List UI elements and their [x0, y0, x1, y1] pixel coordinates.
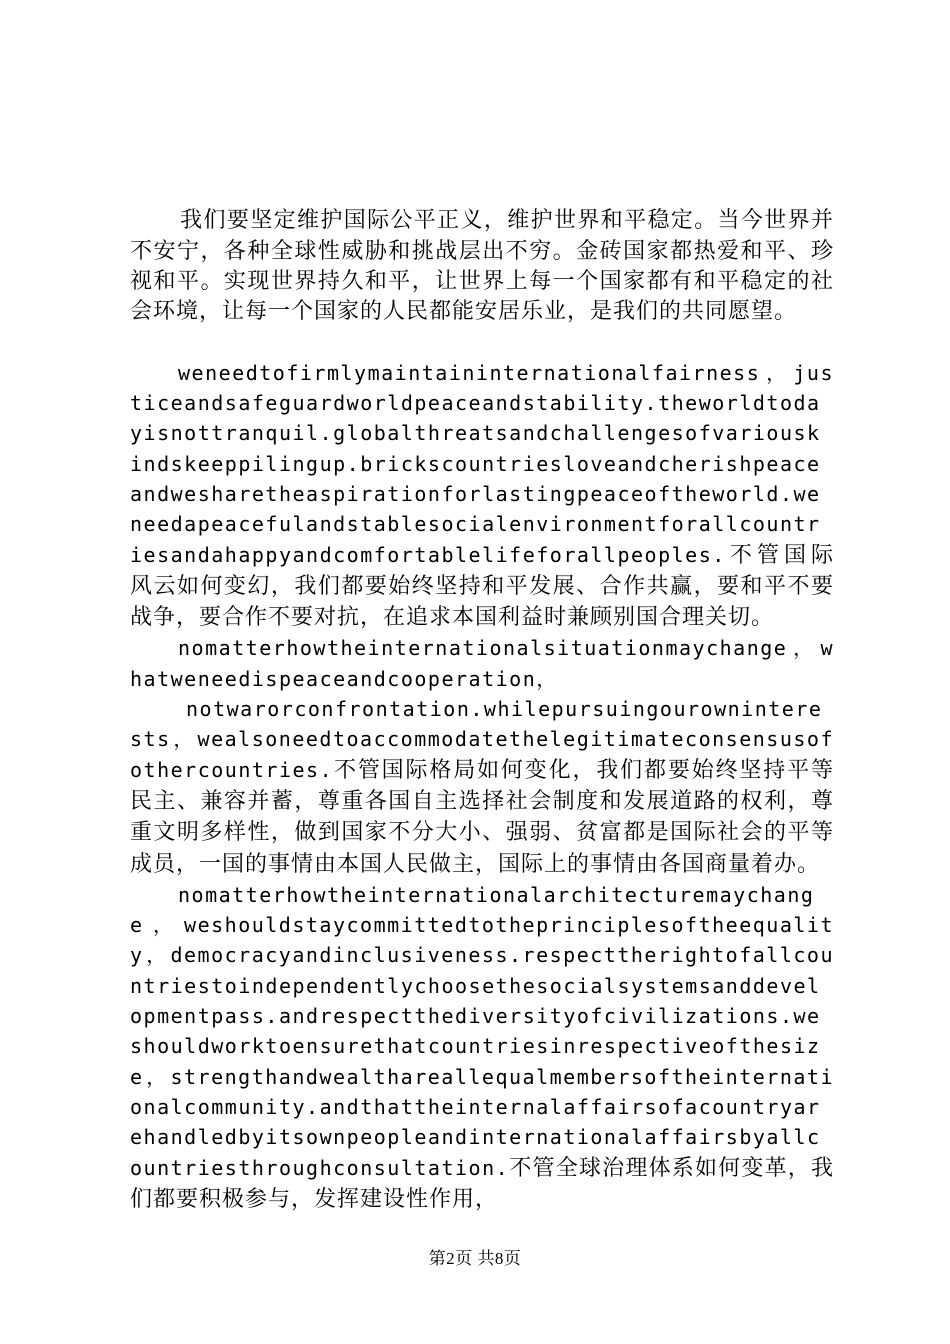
page-number-footer: 第2页 共8页	[428, 1249, 522, 1268]
paragraph-3	[130, 633, 834, 694]
paragraph-2-text-zh: 不管国际风云如何变幻，我们都要始终坚持和平发展、合作共赢，要和平不要战争，要合作不要对抗，在追求本国利益时兼顾别国合理关切。	[130, 542, 834, 631]
document-body	[130, 176, 834, 1215]
paragraph-5	[130, 880, 834, 1215]
paragraph-4-text-en: notwarorconfrontation.whilepursuingourowninterests，wealsoneedtoaccommodatethelegitimateconsensusofothercountries.	[130, 697, 834, 782]
paragraph-4	[130, 694, 834, 880]
paragraph-2-text-en: weneedtofirmlymaintaininternationalfairness，justiceandsafeguardworldpeaceandstability.theworldtodayisnottranquil.globalthreatsandchallengesofvariouskindskeeppilingup.brickscountriesloveandcherishpeaceandwesharetheaspirationforlastingpeaceoftheworld.weneedapeacefulandstablesocialenvironmentforallcountriesandahappyandcomfortablelifeforallpeoples.	[130, 360, 834, 567]
paragraph-1	[130, 176, 834, 358]
paragraph-1-text-zh: 我们要坚定维护国际公平正义，维护世界和平稳定。当今世界并不安宁，各种全球性威胁和挑战层出不穷。金砖国家都热爱和平、珍视和平。实现世界持久和平，让世界上每一个国家都有和平稳定的社会环境，让每一个国家的人民都能安居乐业，是我们的共同愿望。	[130, 208, 834, 325]
paragraph-5-text-zh: 不管全球治理体系如何变革，我们都要积极参与，发挥建设性作用，	[130, 1155, 834, 1212]
paragraph-2	[130, 358, 834, 634]
paragraph-4-text-zh: 不管国际格局如何变化，我们都要始终坚持平等民主、兼容并蓄，尊重各国自主选择社会制度和发展道路的权利，尊重文明多样性，做到国家不分大小、强弱、贫富都是国际社会的平等成员，一国的事情由本国人民做主，国际上的事情由各国商量着办。	[130, 757, 834, 877]
paragraph-5-text-en: nomatterhowtheinternationalarchitecturemaychange，weshouldstaycommittedtotheprinciplesoftheequality，democracyandinclusiveness.respecttherightofallcountriestoindependentlychoosethesocialsystemsanddevelopmentpass.andrespectthediversityofcivilizations.weshouldworktoensurethatcountriesinrespectiveofthesize，strengthandwealthareallequalmembersoftheinternationalcommunity.andthattheinternalaffairsofacountryarehandledbyitsownpeopleandinternationalaffairsbyallcountriesthroughconsultation.	[130, 882, 834, 1180]
paragraph-3-text-en: nomatterhowtheinternationalsituationmaychange，whatweneedispeaceandcooperation，	[130, 636, 834, 691]
